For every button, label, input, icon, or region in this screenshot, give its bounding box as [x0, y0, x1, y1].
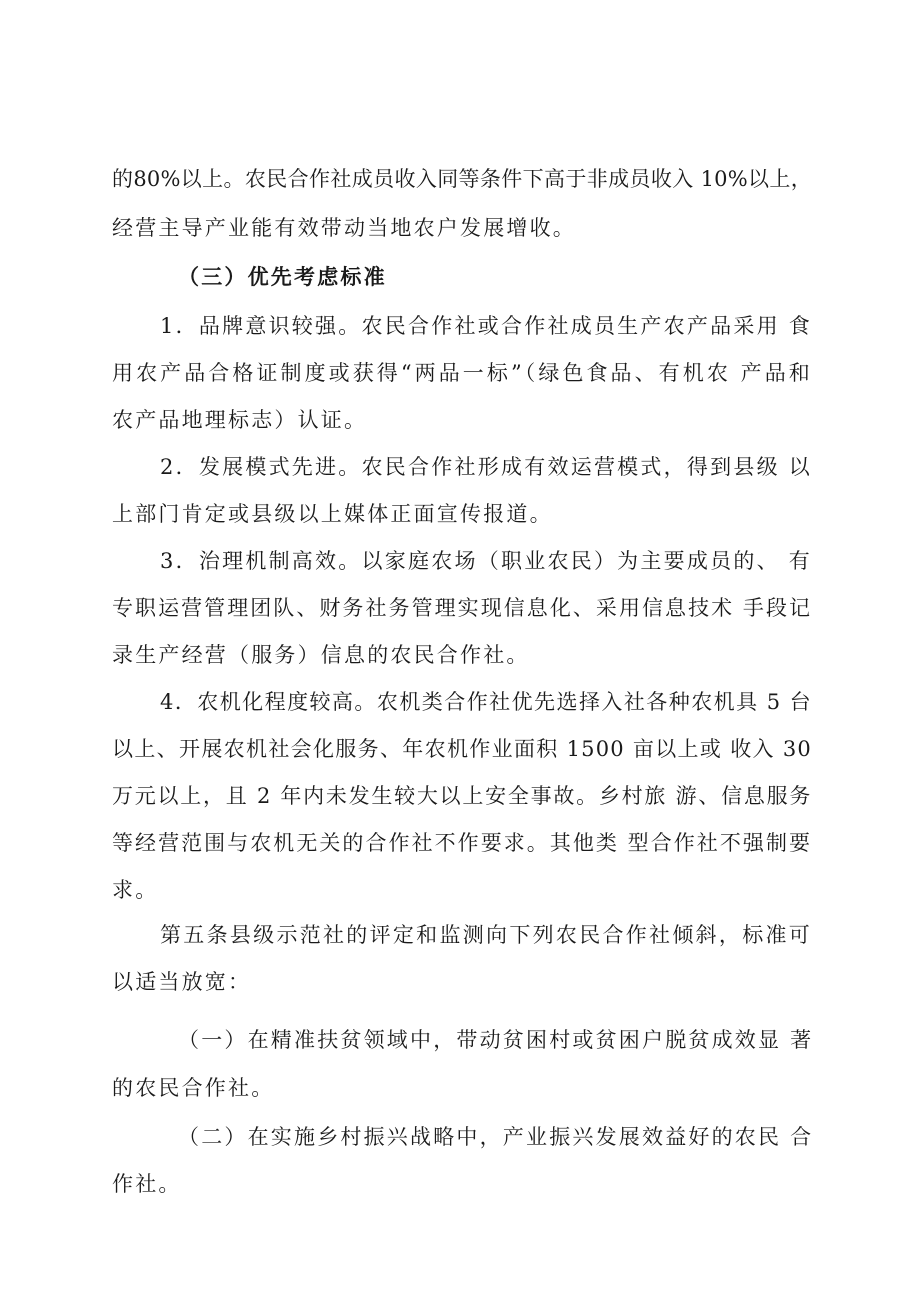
text-line: 以适当放宽：: [112, 970, 252, 994]
text-line: 4．农机化程度较高。农机类合作社优先选择入社各种农机具 5 台: [160, 690, 812, 714]
section-heading: （三）优先考虑标准: [178, 264, 387, 289]
text-line: 第五条县级示范社的评定和监测向下列农民合作社倾斜，标准可: [160, 923, 812, 947]
text-line: （一）在精准扶贫领域中，带动贫困村或贫困户脱贫成效显 著: [178, 1028, 814, 1052]
text-line: 万元以上，且 2 年内未发生较大以上安全事故。乡村旅 游、信息服务: [112, 784, 812, 808]
text-line: 经营主导产业能有效带动当地农户发展增收。: [112, 216, 576, 240]
text-line: 农产品地理标志）认证。: [112, 408, 368, 432]
text-line: 2．发展模式先进。农民合作社形成有效运营模式，得到县级 以: [160, 455, 812, 479]
text-line: 以上、开展农机社会化服务、年农机作业面积 1500 亩以上或 收入 30: [112, 737, 812, 761]
text-line: 上部门肯定或县级以上媒体正面宣传报道。: [112, 502, 553, 526]
text-line: 3．治理机制高效。以家庭农场（职业农民）为主要成员的、 有: [160, 549, 812, 573]
text-line: 求。: [112, 878, 159, 902]
text-line: 等经营范围与农机无关的合作社不作要求。其他类 型合作社不强制要: [112, 831, 812, 855]
text-line: 作社。: [112, 1172, 182, 1196]
text-line: 的农民合作社。: [112, 1076, 275, 1100]
text-line: 录生产经营（服务）信息的农民合作社。: [112, 643, 530, 667]
text-line: 的80%以上。农民合作社成员收入同等条件下高于非成员收入 10%以上，: [112, 167, 812, 191]
text-line: （二）在实施乡村振兴战略中，产业振兴发展效益好的农民 合: [178, 1125, 814, 1149]
text-line: 1．品牌意识较强。农民合作社或合作社成员生产农产品采用 食: [160, 314, 812, 338]
text-line: 专职运营管理团队、财务社务管理实现信息化、采用信息技术 手段记: [112, 596, 812, 620]
text-line: 用农产品合格证制度或获得“两品一标”（绿色食品、有机农 产品和: [112, 361, 812, 385]
